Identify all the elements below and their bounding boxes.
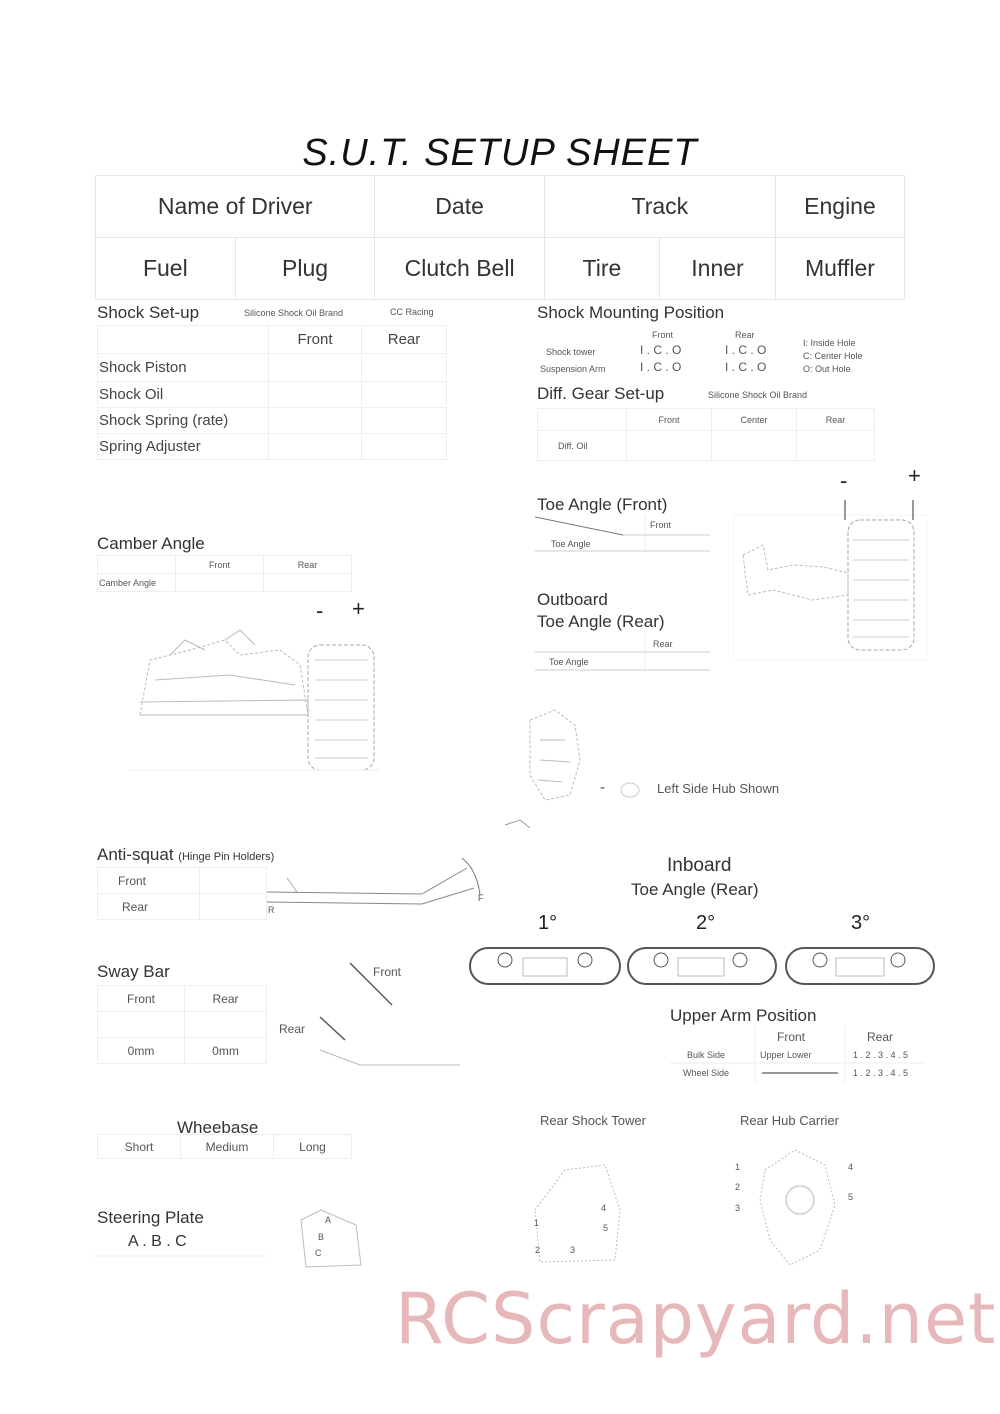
shock-mount-legend-out: O: Out Hole [803,364,851,374]
shock-mounting-title: Shock Mounting Position [537,303,725,322]
wheelbase-table [97,1134,352,1159]
antisquat-row-front: Front [98,868,200,894]
toe-front-col: Front [650,520,672,530]
camber-plus-sign: + [352,596,365,621]
shock-oil-brand-label: Silicone Shock Oil Brand [244,308,344,318]
wheelbase-title: Wheebase [177,1118,259,1137]
header-inner: Inner [660,238,776,300]
wheelbase-long[interactable]: Long [274,1135,352,1159]
diff-col-center: Center [712,409,797,431]
shock-col-rear: Rear [362,326,447,354]
outboard-row: Toe Angle [549,657,589,667]
diff-row-oil: Diff. Oil [538,431,627,461]
wheelbase-short[interactable]: Short [98,1135,181,1159]
upper-arm-wheel-rear: 1 . 2 . 3 . 4 . 5 [853,1068,909,1078]
antisquat-rear-value[interactable] [200,894,267,920]
page-title: S.U.T. SETUP SHEET [302,132,698,174]
upper-arm-col-rear: Rear [867,1030,894,1044]
outboard-title: Outboard [537,590,608,609]
rear-hub-num-5: 5 [848,1192,854,1202]
rear-hub-num-2: 2 [735,1182,741,1192]
shock-mount-legend-inside: I: Inside Hole [803,338,856,348]
toe-front-row: Toe Angle [551,539,591,549]
shock-spring-front[interactable] [269,408,362,434]
toe-minus-sign: - [840,468,848,493]
camber-title: Camber Angle [97,534,205,553]
shock-mount-row-tower: Shock tower [546,347,596,357]
hub-minus-sign: - [600,779,605,796]
header-clutch-bell: Clutch Bell [375,238,544,300]
shock-row-spring: Shock Spring (rate) [98,408,269,434]
sway-front-value: 0mm [98,1038,185,1064]
rear-hub-num-4: 4 [848,1162,854,1172]
sway-diag-rear: Rear [279,1022,306,1036]
antisquat-tag-r: R [268,905,275,915]
antisquat-title-text: Anti-squat [97,845,174,864]
shock-mount-front-arm-pos: I . C . O [640,360,682,374]
sway-table [97,985,267,1064]
camber-col-rear: Rear [264,556,352,574]
header-track: Track [544,176,775,238]
shock-piston-rear[interactable] [362,354,447,382]
shock-mount-col-front: Front [652,330,674,340]
rear-hub-title: Rear Hub Carrier [740,1113,839,1128]
upper-arm-bulk-rear: 1 . 2 . 3 . 4 . 5 [853,1050,909,1060]
inboard-degree-3: 3° [851,912,871,934]
shock-row-adjuster: Spring Adjuster [98,434,269,460]
hub-diagram [500,700,610,840]
inboard-plate-3[interactable] [786,948,934,984]
inboard-plate-1[interactable] [470,948,620,984]
upper-arm-title: Upper Arm Position [670,1006,817,1025]
shock-setup-title: Shock Set-up [97,303,200,322]
shock-piston-front[interactable] [269,354,362,382]
inboard-subtitle: Toe Angle (Rear) [631,880,759,899]
toe-plus-sign: + [908,463,921,488]
camber-table [97,555,352,592]
steering-diag-c: C [315,1248,322,1258]
rear-tower-num-4: 4 [601,1203,607,1213]
shock-row-oil: Shock Oil [98,382,269,408]
shock-mount-rear-tower-pos: I . C . O [725,343,767,357]
diff-col-rear: Rear [797,409,875,431]
antisquat-diagram [262,850,492,920]
steering-table-lines [95,1228,270,1258]
shock-adjuster-rear[interactable] [362,434,447,460]
sway-diag-front: Front [373,965,402,979]
rear-tower-title: Rear Shock Tower [540,1113,646,1128]
camber-minus-sign: - [316,598,324,623]
steering-options[interactable]: A . B . C [128,1233,187,1250]
rear-tower-num-3: 3 [570,1245,576,1255]
header-fuel: Fuel [96,238,236,300]
outboard-subtitle: Toe Angle (Rear) [537,612,665,631]
rear-hub-diagram [745,1140,855,1275]
camber-row: Camber Angle [98,574,176,592]
shock-mount-rear-arm-pos: I . C . O [725,360,767,374]
wheelbase-medium[interactable]: Medium [181,1135,274,1159]
toe-front-table-lines [535,515,715,555]
header-table [95,175,905,300]
camber-rear-value[interactable] [264,574,352,592]
camber-col-front: Front [176,556,264,574]
left-hub-label: Left Side Hub Shown [657,781,780,796]
upper-arm-bulk-front: Upper Lower [760,1050,812,1060]
shock-oil-front[interactable] [269,382,362,408]
rear-hub-num-1: 1 [735,1162,741,1172]
diff-table [537,408,875,461]
rear-tower-num-2: 2 [535,1245,541,1255]
diff-oil-brand-label: Silicone Shock Oil Brand [708,390,808,400]
header-plug: Plug [235,238,375,300]
steering-diagram [296,1205,376,1275]
upper-arm-row-wheel: Wheel Side [683,1068,730,1078]
steering-diag-a: A [325,1215,332,1225]
rear-tower-num-5: 5 [603,1223,609,1233]
shock-setup-table [97,325,447,460]
hub-wheel-icon [618,780,642,800]
inboard-degree-1: 1° [538,912,558,934]
toe-diagram [733,495,928,660]
steering-diag-b: B [318,1232,325,1242]
sway-rear-blank[interactable] [185,1012,267,1038]
diff-col-front: Front [627,409,712,431]
diff-title: Diff. Gear Set-up [537,384,665,403]
shock-oil-brand-value: CC Racing [390,307,434,317]
upper-arm-table-lines [670,1025,930,1085]
shock-oil-rear[interactable] [362,382,447,408]
antisquat-row-rear: Rear [98,894,200,920]
watermark: RCScrapyard.net [395,1278,997,1360]
header-muffler: Muffler [775,238,904,300]
rear-tower-diagram [525,1140,635,1270]
outboard-table-lines [535,634,715,674]
shock-mount-legend-center: C: Center Hole [803,351,863,361]
sway-rear-value: 0mm [185,1038,267,1064]
sway-front-blank[interactable] [98,1012,185,1038]
antisquat-tag-f: F [478,893,484,903]
antisquat-table [97,867,267,920]
antisquat-front-value[interactable] [200,868,267,894]
sway-col-front: Front [98,986,185,1012]
shock-spring-rear[interactable] [362,408,447,434]
inboard-degree-2: 2° [696,912,716,934]
inboard-plates [468,944,938,988]
camber-front-value[interactable] [176,574,264,592]
sway-col-rear: Rear [185,986,267,1012]
shock-col-front: Front [269,326,362,354]
antisquat-subtitle: (Hinge Pin Holders) [178,851,275,863]
upper-arm-row-bulk: Bulk Side [687,1050,726,1060]
antisquat-title [97,845,274,865]
toe-front-title: Toe Angle (Front) [537,495,668,514]
shock-adjuster-front[interactable] [269,434,362,460]
outboard-col: Rear [653,639,673,649]
inboard-plate-2[interactable] [628,948,776,984]
diff-oil-front[interactable] [627,431,712,461]
header-tire: Tire [544,238,659,300]
header-date: Date [375,176,544,238]
camber-diagram [130,620,390,780]
inboard-title: Inboard [667,855,732,876]
shock-mount-front-tower-pos: I . C . O [640,343,682,357]
sway-title: Sway Bar [97,962,170,981]
shock-mount-col-rear: Rear [735,330,755,340]
shock-mount-row-arm: Suspension Arm [540,364,606,374]
diff-oil-center[interactable] [712,431,797,461]
rear-hub-num-3: 3 [735,1203,741,1213]
upper-arm-col-front: Front [777,1030,806,1044]
diff-oil-rear[interactable] [797,431,875,461]
rear-tower-num-1: 1 [534,1218,540,1228]
header-engine: Engine [775,176,904,238]
shock-row-piston: Shock Piston [98,354,269,382]
steering-title: Steering Plate [97,1208,204,1227]
header-name-of-driver: Name of Driver [96,176,375,238]
